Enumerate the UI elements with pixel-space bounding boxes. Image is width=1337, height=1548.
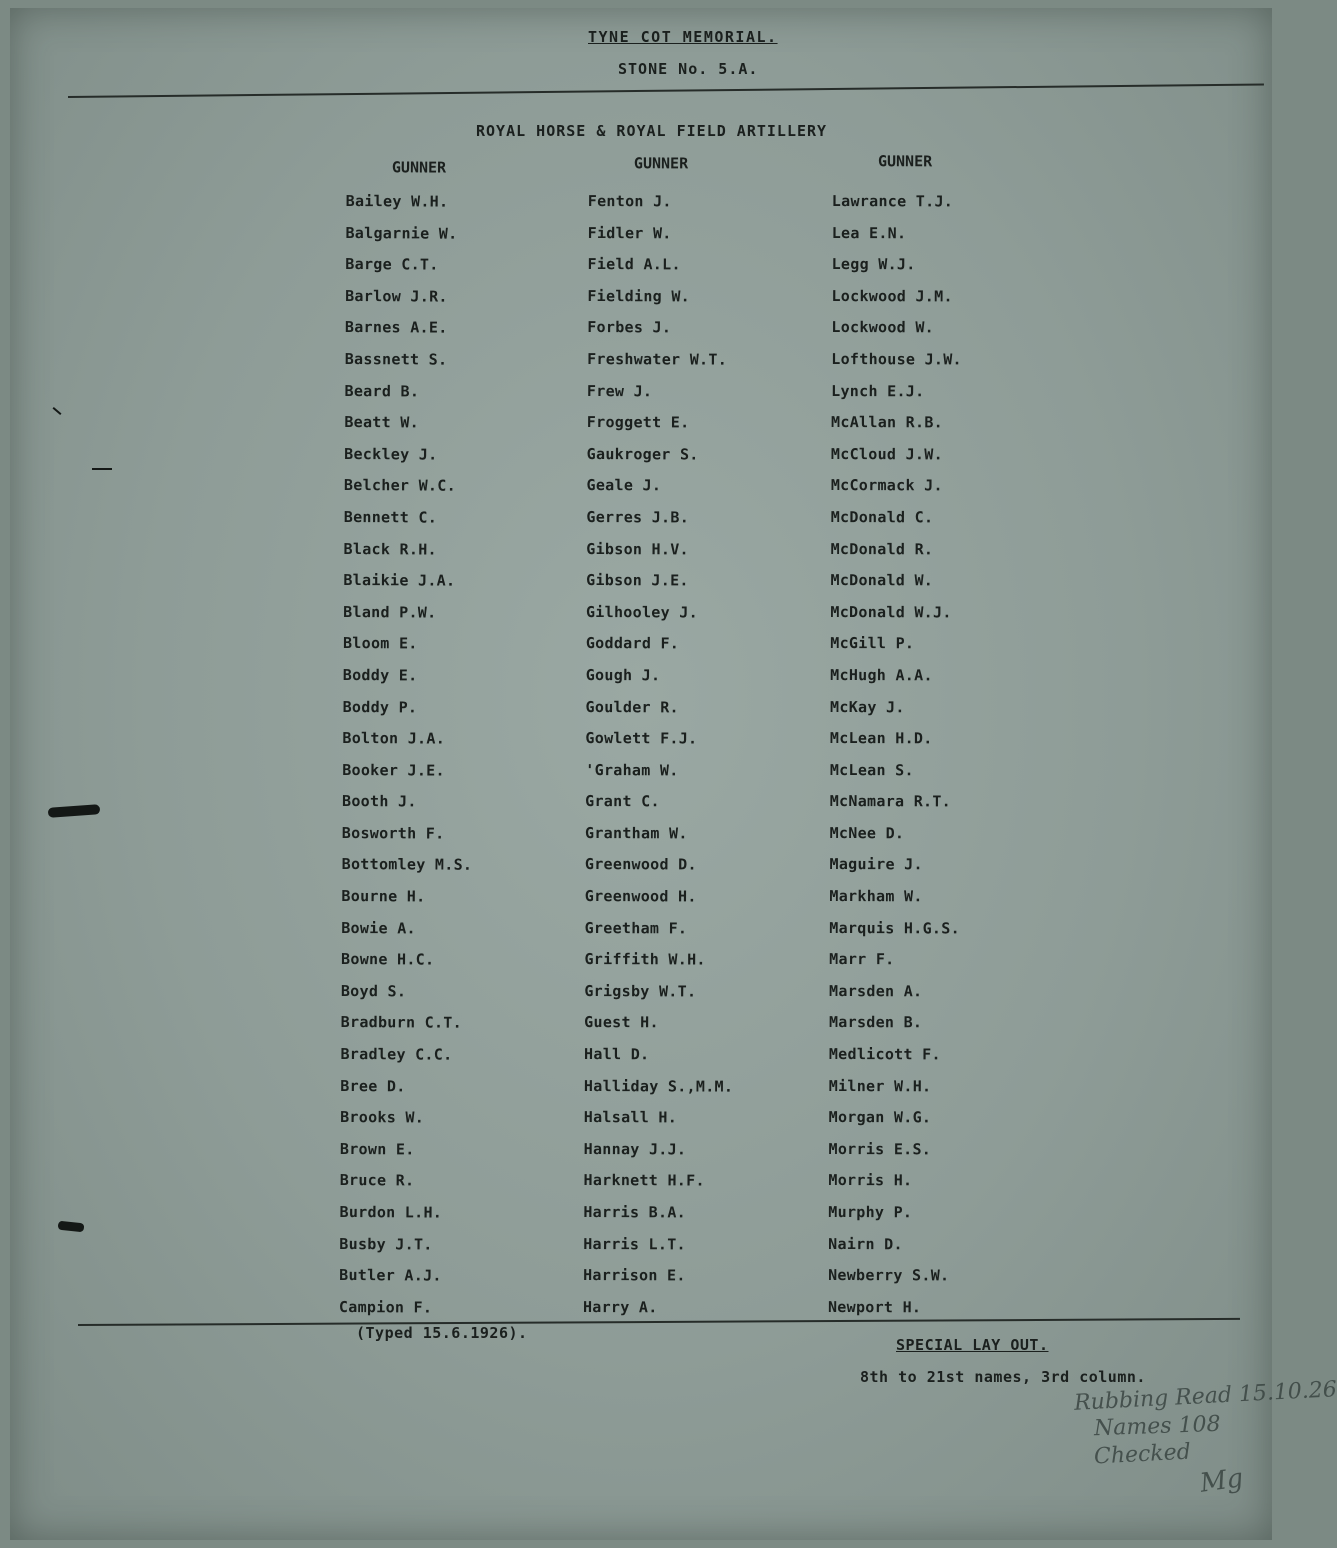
name-entry: Lawrance T.J. bbox=[831, 191, 954, 211]
name-entry: Halliday S.,M.M. bbox=[583, 1076, 734, 1096]
handwritten-note: Names 108 bbox=[1093, 1411, 1221, 1442]
name-entry: Blaikie J.A. bbox=[343, 571, 456, 590]
name-entry: Boddy E. bbox=[342, 665, 418, 685]
handwritten-initials: Mg bbox=[1198, 1463, 1246, 1499]
name-entry: Bland P.W. bbox=[343, 602, 437, 622]
name-entry: Marsden B. bbox=[828, 1013, 923, 1032]
name-entry: Gibson J.E. bbox=[586, 571, 689, 590]
name-entry: Greenwood D. bbox=[584, 855, 697, 874]
name-entry: Brown E. bbox=[339, 1139, 415, 1159]
name-entry: Barnes A.E. bbox=[344, 318, 448, 337]
name-entry: Busby J.T. bbox=[339, 1234, 433, 1254]
name-entry: Fenton J. bbox=[587, 191, 672, 211]
name-entry: Harris L.T. bbox=[583, 1234, 686, 1254]
name-entry: McGill P. bbox=[830, 634, 915, 653]
name-entry: Gerres J.B. bbox=[586, 507, 690, 527]
name-entry: Bailey W.H. bbox=[345, 191, 449, 211]
name-entry: McLean H.D. bbox=[829, 729, 933, 748]
name-entry: 'Graham W. bbox=[585, 760, 679, 780]
name-entry: Balgarnie W. bbox=[345, 223, 458, 243]
name-entry: McCloud J.W. bbox=[830, 444, 943, 464]
name-entry: Goddard F. bbox=[585, 634, 680, 653]
name-entry: Bottomley M.S. bbox=[341, 855, 473, 875]
name-entry: Maguire J. bbox=[829, 855, 923, 874]
name-entry: Bree D. bbox=[340, 1076, 406, 1096]
name-list bbox=[583, 186, 737, 1324]
name-entry: Nairn D. bbox=[828, 1234, 903, 1253]
name-entry: McDonald C. bbox=[830, 507, 934, 527]
name-entry: Boddy P. bbox=[342, 697, 418, 716]
name-entry: Harris B.A. bbox=[583, 1202, 687, 1222]
handwritten-note: Rubbing Read 15.10.26 bbox=[1073, 1377, 1337, 1416]
stone-number: STONE No. 5.A. bbox=[618, 60, 759, 78]
name-entry: Bowne H.C. bbox=[341, 950, 435, 969]
name-entry: Bradley C.C. bbox=[340, 1045, 453, 1064]
name-entry: Bruce R. bbox=[339, 1171, 415, 1190]
name-entry: Hall D. bbox=[584, 1045, 650, 1064]
name-entry: Grant C. bbox=[585, 792, 660, 811]
name-entry: Guest H. bbox=[584, 1013, 659, 1032]
name-entry: Forbes J. bbox=[587, 318, 672, 337]
name-entry: Burdon L.H. bbox=[339, 1202, 443, 1222]
name-entry: Freshwater W.T. bbox=[587, 349, 728, 369]
name-entry: Belcher W.C. bbox=[343, 476, 457, 496]
name-entry: Morris E.S. bbox=[828, 1139, 932, 1159]
name-entry: Harknett H.F. bbox=[583, 1171, 705, 1190]
name-entry: Booth J. bbox=[341, 792, 417, 811]
name-entry: Lynch E.J. bbox=[831, 381, 925, 400]
name-entry: Bennett C. bbox=[343, 507, 438, 527]
name-list bbox=[828, 186, 963, 1324]
name-entry: Legg W.J. bbox=[831, 255, 916, 274]
name-entry: Bassnett S. bbox=[344, 349, 448, 369]
name-entry: Gibson H.V. bbox=[586, 539, 689, 558]
name-entry: Frew J. bbox=[586, 381, 653, 400]
name-entry: McNee D. bbox=[829, 823, 905, 843]
name-entry: Bowie A. bbox=[341, 918, 416, 938]
name-entry: McLean S. bbox=[829, 760, 914, 779]
name-entry: Marquis H.G.S. bbox=[829, 918, 960, 938]
name-entry: Froggett E. bbox=[586, 413, 690, 432]
name-entry: Boyd S. bbox=[340, 981, 407, 1001]
name-entry: Marr F. bbox=[829, 950, 895, 969]
name-entry: Goulder R. bbox=[585, 697, 679, 716]
name-entry: Newberry S.W. bbox=[828, 1266, 950, 1285]
name-entry: Booker J.E. bbox=[342, 760, 445, 780]
name-entry: Beard B. bbox=[344, 381, 420, 401]
regiment-heading: ROYAL HORSE & ROYAL FIELD ARTILLERY bbox=[476, 122, 828, 140]
name-entry: Lockwood J.M. bbox=[831, 286, 953, 306]
name-entry: McAllan R.B. bbox=[831, 413, 944, 432]
name-entry: Butler A.J. bbox=[339, 1266, 442, 1285]
name-entry: Fielding W. bbox=[587, 286, 691, 306]
ink-mark bbox=[92, 468, 112, 470]
name-entry: Morris H. bbox=[828, 1171, 913, 1190]
layout-note: 8th to 21st names, 3rd column. bbox=[860, 1368, 1146, 1386]
name-entry: Bourne H. bbox=[341, 887, 426, 906]
name-entry: McDonald W.J. bbox=[830, 602, 952, 622]
name-entry: McDonald W. bbox=[830, 571, 934, 590]
name-entry: Fidler W. bbox=[587, 223, 672, 242]
name-entry: Marsden A. bbox=[829, 981, 923, 1001]
page-title: TYNE COT MEMORIAL. bbox=[588, 28, 778, 46]
name-entry: Milner W.H. bbox=[828, 1076, 932, 1095]
name-entry: McDonald R. bbox=[830, 539, 934, 558]
name-entry: Murphy P. bbox=[828, 1202, 913, 1222]
name-entry: McNamara R.T. bbox=[829, 792, 952, 811]
name-entry: McCormack J. bbox=[830, 476, 943, 495]
name-entry: Gilhooley J. bbox=[585, 602, 699, 622]
name-entry: McKay J. bbox=[830, 697, 905, 716]
name-entry: Hannay J.J. bbox=[583, 1139, 687, 1159]
name-entry: Lofthouse J.W. bbox=[831, 349, 962, 369]
name-entry: Bradburn C.T. bbox=[340, 1013, 463, 1033]
name-entry: Campion F. bbox=[338, 1297, 433, 1317]
name-entry: Brooks W. bbox=[340, 1108, 425, 1127]
name-entry: Geale J. bbox=[586, 476, 662, 495]
name-entry: Grigsby W.T. bbox=[584, 981, 697, 1001]
name-entry: Bosworth F. bbox=[341, 823, 445, 843]
name-entry: McHugh A.A. bbox=[830, 665, 933, 685]
column-heading: GUNNER bbox=[391, 158, 447, 177]
name-entry: Field A.L. bbox=[587, 255, 681, 274]
name-entry: Black R.H. bbox=[343, 539, 437, 559]
name-entry: Morgan W.G. bbox=[828, 1108, 932, 1127]
name-entry: Lea E.N. bbox=[831, 223, 907, 242]
name-entry: Barlow J.R. bbox=[345, 286, 448, 306]
name-list bbox=[339, 186, 477, 1324]
name-entry: Grantham W. bbox=[584, 823, 688, 843]
name-entry: Greenwood H. bbox=[584, 887, 697, 906]
name-entry: Griffith W.H. bbox=[584, 950, 706, 969]
name-entry: Lockwood W. bbox=[831, 318, 935, 337]
column-heading: GUNNER bbox=[633, 154, 689, 173]
name-entry: Bloom E. bbox=[342, 634, 418, 653]
typed-date: (Typed 15.6.1926). bbox=[356, 1324, 528, 1342]
name-entry: Barge C.T. bbox=[345, 255, 439, 274]
name-entry: Beatt W. bbox=[344, 413, 420, 432]
handwritten-note: Checked bbox=[1093, 1439, 1192, 1470]
name-entry: Medlicott F. bbox=[828, 1045, 941, 1064]
name-entry: Greetham F. bbox=[584, 918, 688, 938]
name-entry: Beckley J. bbox=[344, 444, 438, 464]
name-entry: Newport H. bbox=[827, 1297, 922, 1317]
name-entry: Gaukroger S. bbox=[586, 444, 699, 464]
name-entry: Gough J. bbox=[585, 665, 661, 685]
name-entry: Halsall H. bbox=[583, 1108, 678, 1127]
name-entry: Bolton J.A. bbox=[342, 729, 446, 748]
special-layout-heading: SPECIAL LAY OUT. bbox=[896, 1336, 1049, 1354]
name-entry: Markham W. bbox=[829, 887, 923, 906]
name-entry: Gowlett F.J. bbox=[585, 729, 698, 748]
name-entry: Harry A. bbox=[582, 1297, 658, 1317]
name-entry: Harrison E. bbox=[583, 1266, 686, 1285]
column-heading: GUNNER bbox=[877, 152, 933, 171]
